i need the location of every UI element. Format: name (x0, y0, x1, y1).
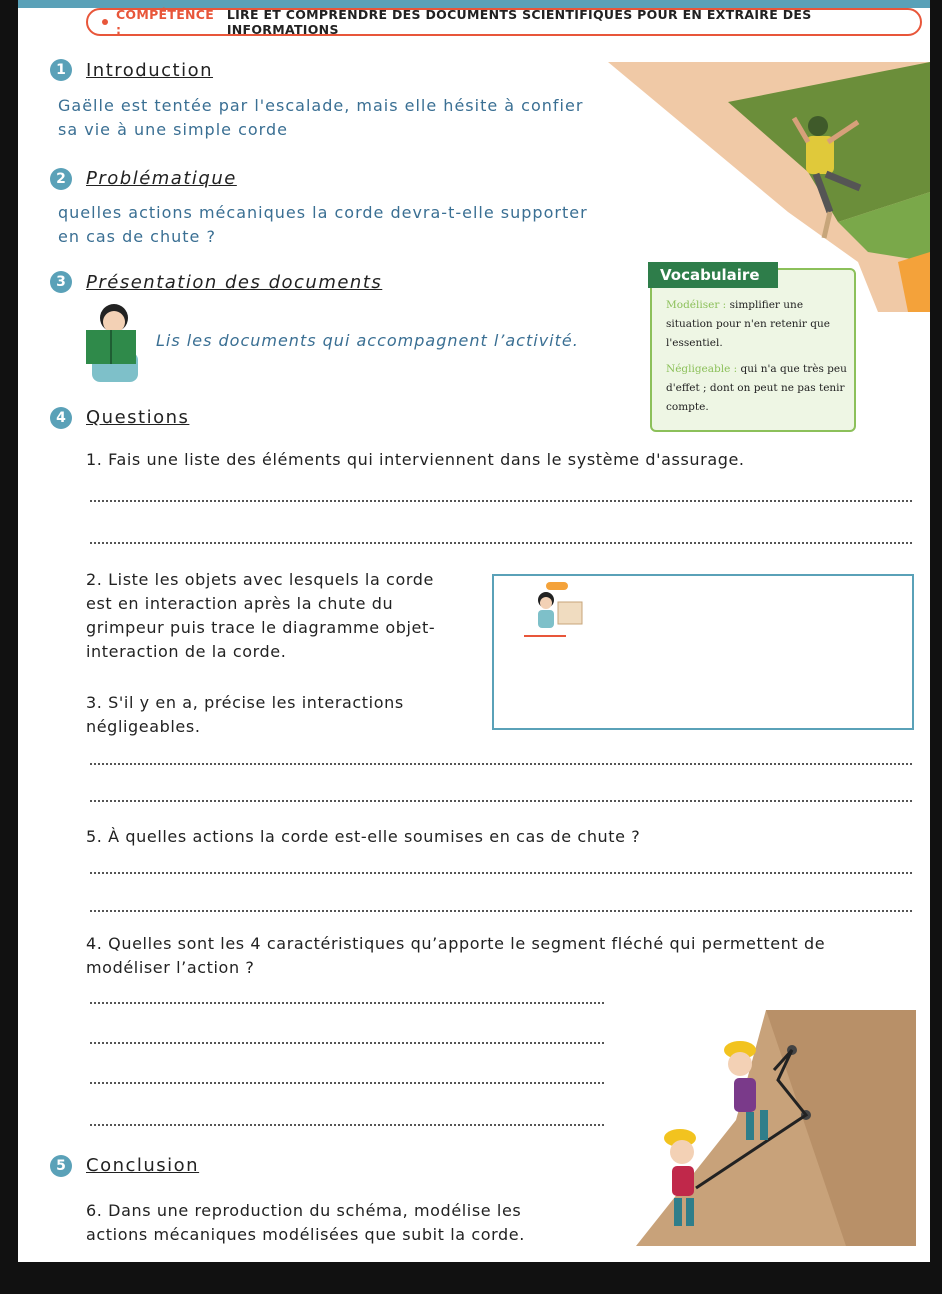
answer-line[interactable] (90, 542, 912, 544)
section-title-presentation: Présentation des documents (86, 272, 383, 293)
answer-line[interactable] (90, 500, 912, 502)
vocab-line (666, 360, 847, 379)
question-2-line3: grimpeur puis trace le diagramme objet- (86, 618, 436, 637)
diagram-answer-box[interactable] (492, 574, 914, 730)
question-6-line1: 6. Dans une reproduction du schéma, modélise les (86, 1201, 522, 1220)
climber-leg (760, 1110, 768, 1140)
bottom-bar (0, 1262, 942, 1294)
vocab-term-modeliser: Modéliser : (666, 299, 727, 311)
section-title-introduction: Introduction (86, 60, 214, 81)
vocab-term-negligeable: Négligeable : (666, 363, 738, 375)
section-title-questions: Questions (86, 407, 190, 428)
question-5: 5. À quelles actions la corde est-elle soumises en cas de chute ? (86, 827, 641, 846)
belayer-leg (674, 1198, 682, 1226)
climber-shirt (734, 1078, 756, 1112)
section-number-2: 2 (50, 168, 72, 190)
belay-illustration (616, 1010, 916, 1246)
intro-text-line2: sa vie à une simple corde (58, 120, 288, 139)
question-6-line2: actions mécaniques modélisées que subit la corde. (86, 1225, 525, 1244)
question-2-line1: 2. Liste les objets avec lesquels la corde (86, 570, 434, 589)
vocab-line (666, 296, 803, 315)
intro-text-line1: Gaëlle est tentée par l'escalade, mais elle hésite à confier (58, 96, 584, 115)
probleme-text-line1: quelles actions mécaniques la corde devra-t-elle supporter (58, 203, 588, 222)
question-3-line2: négligeables. (86, 717, 201, 736)
probleme-text-line2: en cas de chute ? (58, 227, 216, 246)
vocabulary-title: Vocabulaire (648, 262, 778, 288)
answer-line[interactable] (90, 1042, 604, 1044)
question-4-line1: 4. Quelles sont les 4 caractéristiques qu’apporte le segment fléché qui permettent de (86, 934, 826, 953)
vocab-def: qui n'a que très peu (740, 363, 847, 375)
section-number-5: 5 (50, 1155, 72, 1177)
answer-line[interactable] (90, 872, 912, 874)
worksheet-page (18, 0, 930, 1262)
competence-banner (86, 8, 922, 36)
presentation-text: Lis les documents qui accompagnent l’activité. (156, 331, 579, 350)
belayer-leg (686, 1198, 694, 1226)
answer-line[interactable] (90, 1002, 604, 1004)
question-3-line1: 3. S'il y en a, précise les interactions (86, 693, 404, 712)
answer-line[interactable] (90, 910, 912, 912)
question-4-line2: modéliser l’action ? (86, 958, 255, 977)
section-title-problematique: Problématique (86, 168, 237, 189)
answer-line[interactable] (90, 1124, 604, 1126)
vocab-def: compte. (666, 401, 709, 413)
vocab-def: situation pour n'en retenir que (666, 318, 830, 330)
bullet-icon (102, 19, 108, 25)
vocabulary-box (650, 268, 856, 432)
vocab-def: l'essentiel. (666, 337, 723, 349)
section-number-3: 3 (50, 271, 72, 293)
climber-head (808, 116, 828, 136)
answer-line[interactable] (90, 1082, 604, 1084)
vocab-def: d'effet ; dont on peut ne pas tenir (666, 382, 845, 394)
climber-head (728, 1052, 752, 1076)
question-2-line4: interaction de la corde. (86, 642, 287, 661)
belayer-shirt (672, 1166, 694, 1196)
belayer-head (670, 1140, 694, 1164)
vocab-def: simplifier une (729, 299, 804, 311)
answer-line[interactable] (90, 763, 912, 765)
climber-leg (746, 1112, 754, 1140)
section-number-1: 1 (50, 59, 72, 81)
answer-line[interactable] (90, 800, 912, 802)
reading-student-icon (82, 300, 142, 384)
section-number-4: 4 (50, 407, 72, 429)
question-2-line2: est en interaction après la chute du (86, 594, 394, 613)
teacher-icon (516, 578, 586, 640)
banner-label: COMPÉTENCE : (115, 7, 215, 37)
section-title-conclusion: Conclusion (86, 1155, 200, 1176)
banner-text: LIRE ET COMPRENDRE DES DOCUMENTS SCIENTIFIQUES POUR EN EXTRAIRE DES INFORMATIONS (226, 7, 812, 37)
question-1: 1. Fais une liste des éléments qui interviennent dans le système d'assurage. (86, 450, 745, 469)
